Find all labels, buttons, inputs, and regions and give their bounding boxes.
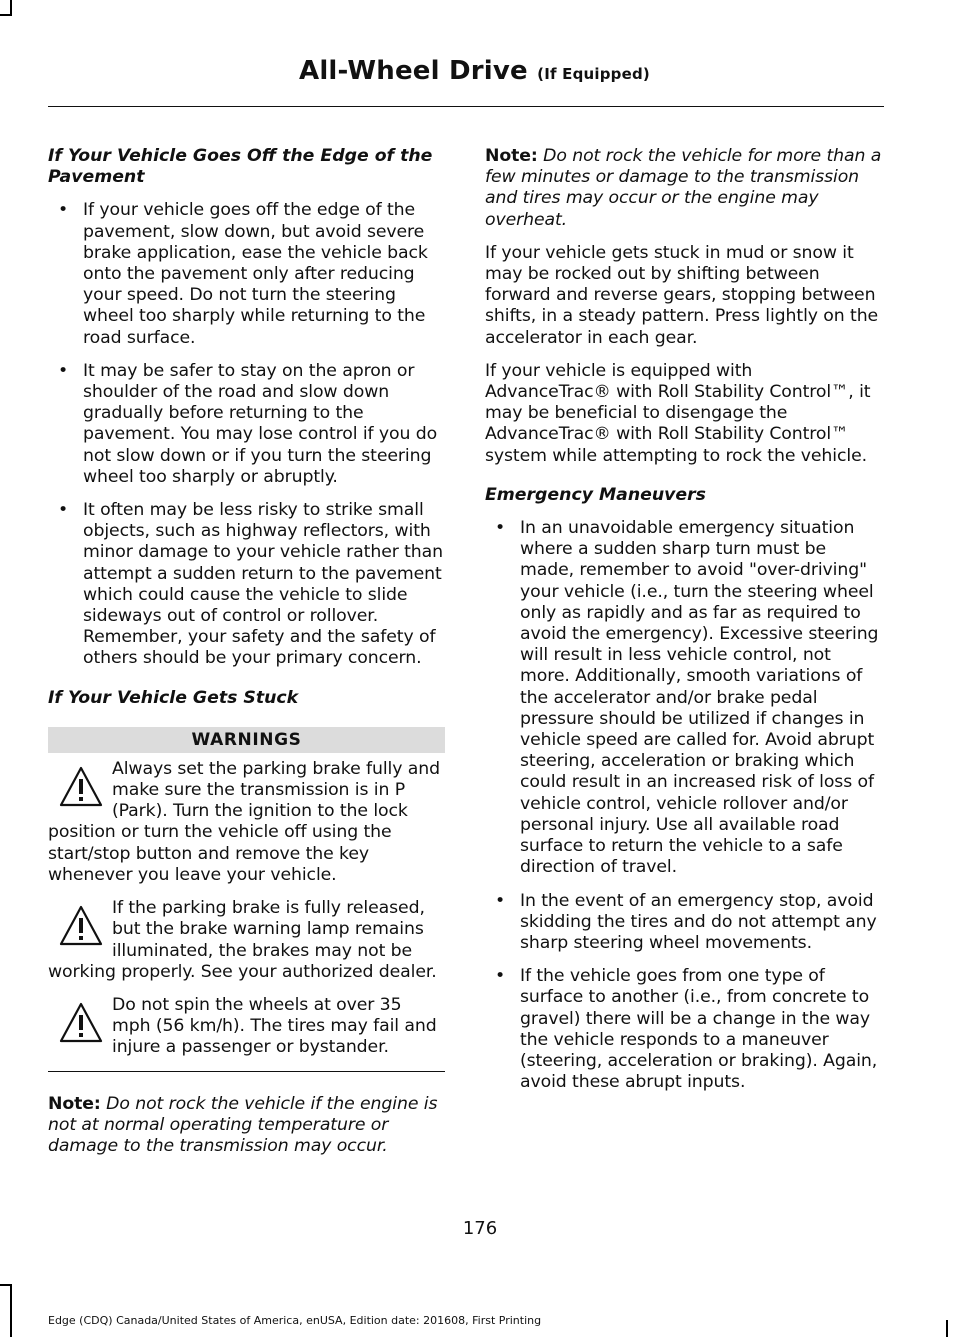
footer-edition: Edge (CDQ) Canada/United States of America, enUSA, Edition date: 201608, First Printing xyxy=(48,1314,542,1327)
list-item: • It may be safer to stay on the apron or shoulder of the road and slow down gradually before returning to the pavement. You may lose control if you do not slow down or if you turn the steering wheel too sharply or abruptly. xyxy=(48,361,445,488)
page-header xyxy=(299,56,650,86)
left-column xyxy=(48,146,445,1157)
warning-text: Always set the parking brake fully and make sure the transmission is in P (Park). Turn the ignition to the lock position or turn the vehicle off using the start/stop button and remove the key whenever you leave your vehicle. xyxy=(48,758,440,885)
list-item: • It often may be less risky to strike small objects, such as highway reflectors, with minor damage to your vehicle rather than attempt a sudden return to the pavement which could cause the vehicle to slide sideways out of control or rollover. Remember, your safety and the safety of others should be your primary concern. xyxy=(48,500,445,670)
list-item: • In the event of an emergency stop, avoid skidding the tires and do not attempt any sharp steering wheel movements. xyxy=(485,891,882,955)
emergency-list xyxy=(485,518,882,1093)
note-text: Do not rock the vehicle if the engine is not at normal operating temperature or damage to the transmission may occur. xyxy=(48,1093,438,1156)
warnings-divider xyxy=(48,1071,445,1072)
crop-mark xyxy=(0,1284,12,1286)
list-item: • If the vehicle goes from one type of surface to another (i.e., from concrete to gravel) there will be a change in the way the vehicle responds to a maneuver (steering, acceleration or braking). Again, avoid these abrupt inputs. xyxy=(485,966,882,1093)
crop-mark xyxy=(10,1284,12,1337)
warning-item xyxy=(48,995,445,1059)
list-item: • In an unavoidable emergency situation where a sudden sharp turn must be made, remember to avoid "over-driving" your vehicle (i.e., turn the steering wheel only as rapidly and as far as required to avoid the emergency). Excessive steering will result in less vehicle control, not more. Additionally, smooth variations of the accelerator and/or brake pedal pressure should be utilized if changes in vehicle speed are called for. Avoid abrupt steering, acceleration or braking which could result in an increased risk of loss of vehicle control, vehicle rollover and/or personal injury. Use all available road surface to return the vehicle to a safe direction of travel. xyxy=(485,518,882,878)
section-heading-off-pavement: If Your Vehicle Goes Off the Edge of the Pavement xyxy=(48,146,433,188)
warning-triangle-icon xyxy=(58,904,104,948)
paragraph-rocking: If your vehicle gets stuck in mud or snow it may be rocked out by shifting between forward and reverse gears, stopping between shifts, in a steady pattern. Press lightly on the accelerator in each gear. xyxy=(485,242,879,348)
list-item: • If your vehicle goes off the edge of the pavement, slow down, but avoid severe brake application, ease the vehicle back onto the pavement only after reducing your speed. Do not turn the steering wheel too sharply while returning to the road surface. xyxy=(48,200,445,348)
warning-text: Do not spin the wheels at over 35 mph (56 km/h). The tires may fail and injure a passenger or bystander. xyxy=(112,994,437,1058)
paragraph-advancetrac: If your vehicle is equipped with AdvanceTrac® with Roll Stability Control™, it may be beneficial to disengage the AdvanceTrac® with Roll Stability Control™ system while attempting to rock the vehicle. xyxy=(485,360,871,466)
note-rocking-engine xyxy=(48,1094,445,1158)
note-label: Note: xyxy=(485,146,538,166)
header-subtitle: (If Equipped) xyxy=(537,65,650,83)
section-heading-stuck: If Your Vehicle Gets Stuck xyxy=(48,687,299,708)
right-column xyxy=(485,146,882,1105)
warning-item xyxy=(48,898,445,983)
off-pavement-list xyxy=(48,200,445,669)
crop-mark xyxy=(946,1320,948,1337)
note-rocking-duration xyxy=(485,146,882,231)
page-number: 176 xyxy=(462,1218,498,1239)
warning-text: If the parking brake is fully released, but the brake warning lamp remains illuminated, the brakes may not be working properly. See your authorized dealer. xyxy=(48,898,437,982)
warning-triangle-icon xyxy=(58,1001,104,1045)
header-title: All-Wheel Drive xyxy=(299,56,528,86)
warning-triangle-icon xyxy=(58,765,104,809)
warnings-title: WARNINGS xyxy=(48,727,445,753)
crop-mark xyxy=(0,14,12,16)
header-divider xyxy=(48,106,884,107)
note-text: Do not rock the vehicle for more than a few minutes or damage to the transmission and tires may occur or the engine may overheat. xyxy=(485,146,882,230)
note-label: Note: xyxy=(48,1093,101,1114)
warning-item xyxy=(48,759,445,886)
section-heading-emergency: Emergency Maneuvers xyxy=(485,484,706,505)
